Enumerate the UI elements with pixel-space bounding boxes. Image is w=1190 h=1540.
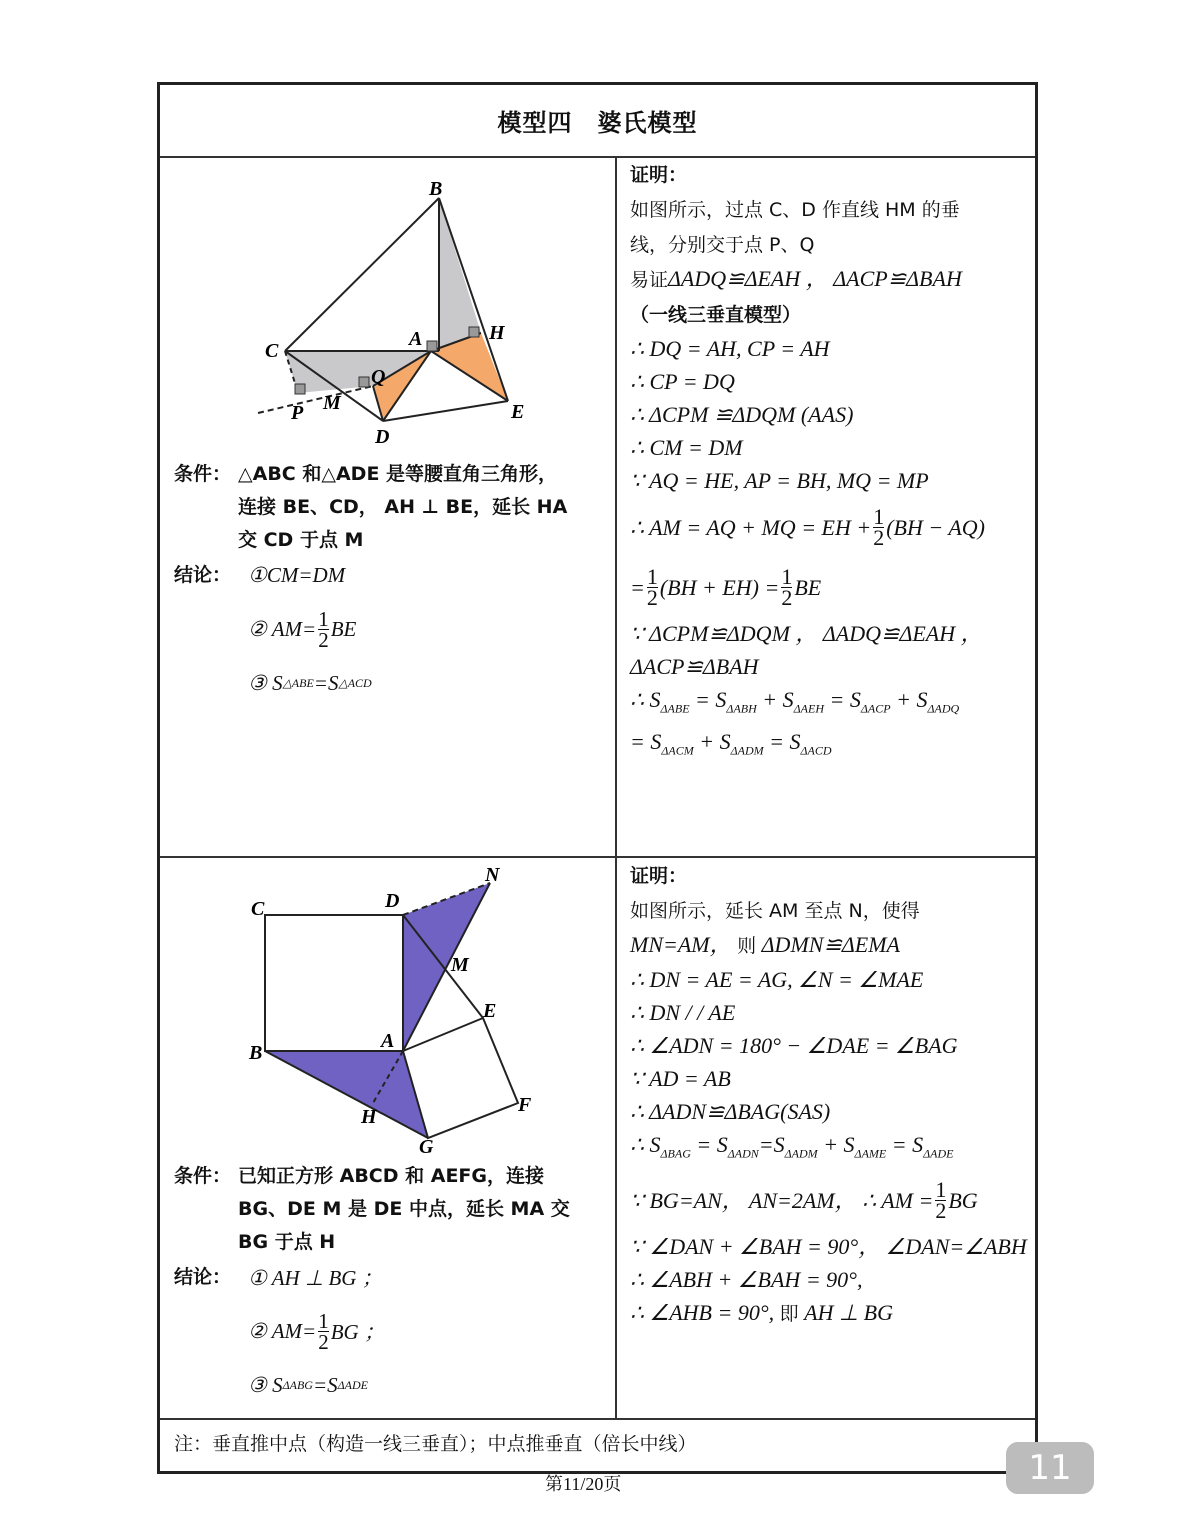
row-divider [160,856,1035,858]
math-text: ①CM=DM [248,562,346,587]
math-text: ③ S [248,1372,283,1397]
math-text: ∴ S [630,687,661,712]
math-text: = S [630,729,662,755]
math-line [630,617,985,650]
label-d: D [375,426,390,448]
math-text: = S [886,1132,924,1157]
math-text: ΔADQ≌ΔEAH ， ΔACP≌ΔBAH [668,266,962,291]
math-line [248,1253,385,1301]
condition-line: BG、DE M 是 DE 中点，延长 MA 交 [238,1198,570,1220]
math-text: ∴ ∠ABH + ∠BAH = 90°, [630,1267,863,1293]
fraction: $\frac{1}{2}$ [935,1176,947,1223]
math-text: ∵ ∠DAN + ∠BAH = 90°， ∠DAN=∠ABH [630,1234,1027,1260]
math-text: ∴ ΔADN≌ΔBAG(SAS) [630,1099,831,1124]
math-line [630,497,985,557]
math-line [630,1128,1027,1170]
math-line [630,1296,1027,1331]
math-text: ∴ CP = DQ [630,369,735,394]
text: 即 [779,1303,799,1326]
math-text: MN=AM， [630,932,738,957]
subscript: ΔADE [337,1377,368,1392]
math-line [630,1062,1027,1095]
label-a: A [409,328,423,350]
page-footer: 第11/20页 [545,1474,622,1494]
math-line [248,599,372,659]
condition-label: 条件： [174,1165,232,1187]
fraction: $\frac{1}{2}$ [318,1308,329,1354]
label-m: M [323,392,341,414]
math-text: ② AM= [248,616,317,641]
label-g: G [419,1136,434,1158]
label-q: Q [371,366,386,388]
label-p: P [291,402,304,424]
subscript: ΔADN [727,1146,759,1161]
subscript: ΔBAG [660,1146,691,1161]
condition-line: 交 CD 于点 M [238,529,364,551]
math-text: ∴ CM = DM [630,435,743,460]
math-text: ∴ AM = AQ + MQ = EH + [630,514,872,540]
math-line [248,1361,385,1409]
note-divider [160,1418,1035,1420]
condition-line: 已知正方形 ABCD 和 AEFG，连接 [238,1165,545,1187]
math-text: ③ S [248,670,283,695]
math-line [630,464,985,497]
subscript: △ABE [282,675,314,690]
math-text: ∴ DN = AE = AG, ∠N = ∠MAE [630,967,924,992]
conclusions-2 [248,1253,385,1409]
math-line [630,996,1027,1029]
proof-heading: 证明： [630,865,688,887]
math-text: + S [890,687,928,712]
subscript: △ACD [338,675,372,690]
math-text: ∵ AD = AB [630,1066,731,1091]
math-line [630,227,985,262]
math-text: BE [330,616,357,641]
math-text: = S [690,1132,728,1157]
subscript: ΔABE [660,701,690,716]
subscript: ΔADQ [927,701,960,716]
subscript: ΔABH [726,701,757,716]
condition-line: BG 于点 H [238,1231,336,1253]
math-text: ∴ ΔCPM ≌ΔDQM (AAS) [630,402,854,427]
label-b: B [429,178,443,200]
subscript: ΔACM [661,743,694,758]
page-number-badge: 11 [1006,1442,1094,1494]
page-title: 模型四 婆氏模型 [160,85,1035,158]
math-line [630,398,985,431]
math-text: = [630,574,645,600]
conclusion-label: 结论： [174,564,232,586]
label-h: H [361,1106,377,1128]
math-line [630,963,1027,996]
math-line [630,192,985,227]
note: 注：垂直推中点（构造一线三垂直）；中点推垂直（倍长中线） [174,1433,697,1455]
math-line [630,893,1027,928]
label-c: C [251,898,265,920]
math-text: ∴ S [630,1132,661,1157]
label-n: N [485,865,500,886]
math-line [630,297,985,332]
label-m: M [451,954,469,976]
proof-1 [630,159,985,768]
math-text: =S [313,670,339,695]
math-text: ∴ ∠AHB = 90°, [630,1300,780,1326]
label-d: D [385,890,400,912]
fraction: $\frac{1}{2}$ [873,503,885,550]
proof-2 [630,860,1027,1331]
label-a: A [381,1030,395,1052]
model-table [157,82,1038,1474]
math-line [630,365,985,398]
diagram-1 [240,175,620,475]
math-line [630,1263,1027,1296]
fraction: $\frac{1}{2}$ [646,563,658,610]
condition-label: 条件： [174,463,232,485]
math-text: BE [794,574,822,600]
conclusion-label: 结论： [174,1266,232,1288]
math-text: ∴ DQ = AH, CP = AH [630,336,830,361]
math-text: (BH − AQ) [886,514,985,540]
math-text: = S [763,729,801,755]
math-line [630,725,985,767]
subscript: ΔABG [282,1377,313,1392]
label-f: F [518,1094,532,1116]
math-text: = S [824,687,861,712]
math-text: + S [817,1132,855,1157]
math-text: = S [689,687,727,712]
math-line [248,659,372,707]
label-e: E [511,401,525,423]
math-text: AH ⊥ BG [798,1300,893,1326]
subscript: ΔADM [730,743,764,758]
diagram-2 [240,865,620,1165]
label-b: B [249,1042,263,1064]
math-text: ∵ AQ = HE, AP = BH, MQ = MP [630,468,929,493]
math-text: ∵ ΔCPM≌ΔDQM ， ΔADQ≌ΔEAH ， [630,621,983,646]
text: 如图所示，延长 AM 至点 N，使得 [630,900,920,922]
subscript: ΔADM [784,1146,818,1161]
math-text: =S [312,1372,338,1397]
label-c: C [265,340,279,362]
math-line [630,1029,1027,1062]
subscript: ΔAEH [793,701,825,716]
text: 则 [737,935,757,957]
text: 线，分别交于点 P、Q [630,234,815,256]
text: （一线三垂直模型） [630,304,802,326]
math-text: ∴ ∠ADN = 180° − ∠DAE = ∠BAG [630,1033,958,1058]
math-text: + S [693,729,731,755]
math-line [630,262,985,297]
math-line [630,1095,1027,1128]
subscript: ΔAME [854,1146,887,1161]
math-line [630,650,985,683]
text: 易证 [630,269,669,291]
math-line [630,557,985,617]
math-text: ΔDMN≌ΔEMA [756,932,900,957]
proof-heading: 证明： [630,164,688,186]
math-line [630,928,1027,963]
math-line [630,1230,1027,1263]
math-text: ① AH ⊥ BG ； [248,1266,383,1290]
math-line [248,551,372,599]
condition-line: 连接 BE、CD， AH ⊥ BE，延长 HA [238,496,568,518]
condition-line: △ABC 和△ADE 是等腰直角三角形， [238,463,558,485]
fraction: $\frac{1}{2}$ [318,606,329,652]
label-h: H [489,322,505,344]
math-text: =S [758,1132,785,1157]
math-text: (BH + EH) = [659,574,780,600]
math-text: ΔACP≌ΔBAH [630,654,759,679]
text: 如图所示，过点 C、D 作直线 HM 的垂 [630,199,960,221]
math-line [630,431,985,464]
math-text: + S [756,687,794,712]
label-e: E [483,1000,497,1022]
fraction: $\frac{1}{2}$ [781,563,793,610]
math-text: ∵ BG=AN， AN=2AM， ∴ AM = [630,1187,934,1213]
math-line [630,332,985,365]
math-text: BG ； [330,1320,385,1344]
subscript: ΔADE [923,1146,954,1161]
math-line [630,1170,1027,1230]
math-line [248,1301,385,1361]
math-text: BG [948,1187,978,1213]
subscript: ΔACD [800,743,832,758]
subscript: ΔACP [860,701,891,716]
conclusions-1 [248,551,372,707]
math-text: ② AM= [248,1318,317,1343]
math-text: ∴ DN / / AE [630,1000,736,1025]
math-line [630,683,985,725]
